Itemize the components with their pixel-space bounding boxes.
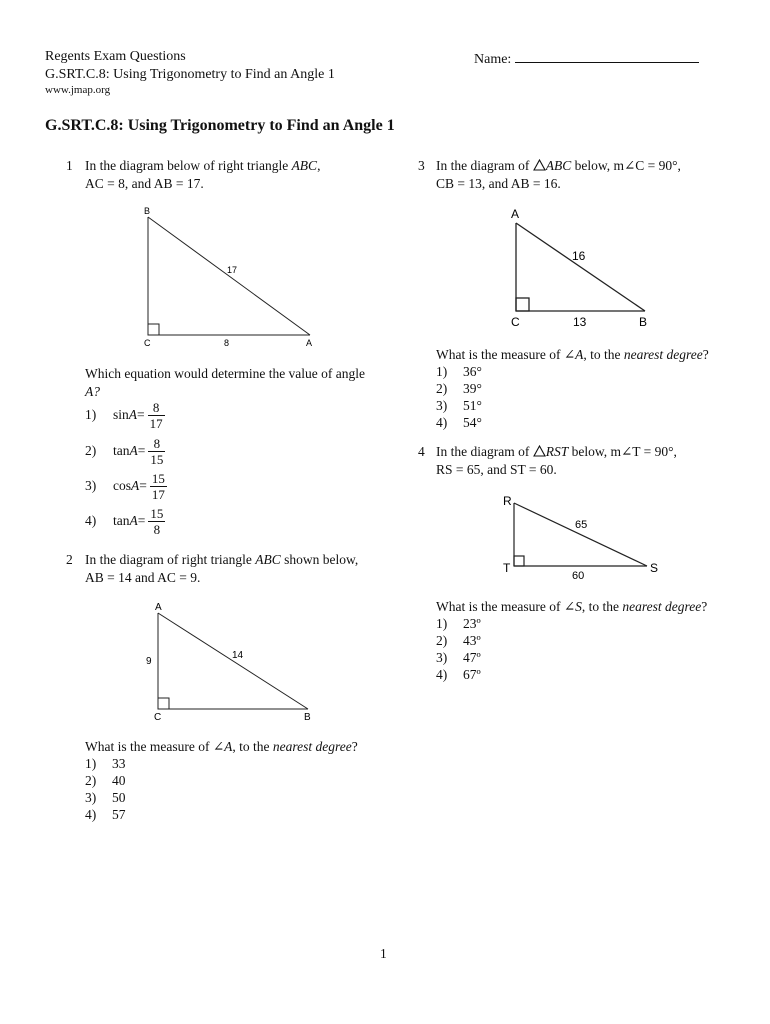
- question-2-prompt: What is the measure of ∠A, to the nearest degree?: [85, 739, 358, 754]
- answer-choice[interactable]: 1) 23º: [436, 616, 481, 631]
- header-topic: G.SRT.C.8: Using Trigonometry to Find an Angle 1: [45, 67, 335, 82]
- vertex-label: C: [144, 338, 151, 348]
- side-ab: [158, 613, 308, 709]
- name-label: Name:: [474, 52, 512, 67]
- right-angle-mark: [158, 698, 169, 709]
- answer-choice[interactable]: 1) sin A = $\frac{8}{17}$: [85, 399, 163, 431]
- side-ab: [516, 223, 645, 311]
- question-1-stem: In the diagram below of right triangle ABC, AC = 8, and AB = 17.: [85, 158, 321, 191]
- question-3-prompt: What is the measure of ∠A, to the nearest degree?: [436, 347, 709, 362]
- side-label: 8: [224, 338, 230, 348]
- question-3-stem: In the diagram of ABC below, m∠C = 90°, CB = 13, and AB = 16.: [436, 158, 681, 191]
- question-2-diagram: [145, 598, 325, 728]
- question-3-number: 3: [418, 158, 425, 173]
- vertex-label: A: [511, 207, 520, 221]
- vertex-label: A: [306, 338, 313, 348]
- vertex-label: B: [639, 315, 648, 329]
- question-2-stem: In the diagram of right triangle ABC shown below, AB = 14 and AC = 9.: [85, 552, 359, 585]
- page-title: G.SRT.C.8: Using Trigonometry to Find an Angle 1: [45, 117, 395, 134]
- question-2-given: AB = 14 and AC = 9.: [85, 570, 201, 585]
- answer-choice[interactable]: 2) tan A = $\frac{8}{15}$: [85, 435, 164, 467]
- question-4-number: 4: [418, 444, 425, 459]
- vertex-label: C: [154, 712, 162, 723]
- question-1-number: 1: [66, 158, 73, 173]
- answer-choice[interactable]: 4) 67º: [436, 667, 481, 682]
- answer-choice[interactable]: 2) 43º: [436, 633, 481, 648]
- header-site: www.jmap.org: [45, 84, 111, 96]
- name-blank[interactable]: [515, 48, 699, 63]
- vertex-label: S: [650, 561, 659, 575]
- vertex-label: B: [304, 712, 311, 723]
- triangle-abc: [148, 217, 310, 335]
- right-angle-mark: [148, 324, 159, 335]
- question-4-diagram: [500, 490, 670, 585]
- question-4-prompt: What is the measure of ∠S, to the nearest degree?: [436, 599, 708, 614]
- side-label: 65: [575, 519, 588, 531]
- answer-choice[interactable]: 1) 36°: [436, 364, 482, 379]
- answer-choice[interactable]: 2) 39°: [436, 381, 482, 396]
- side-label: 14: [232, 650, 244, 661]
- answer-choice[interactable]: 4) 57: [85, 807, 126, 822]
- question-3-given: CB = 13, and AB = 16.: [436, 176, 561, 191]
- question-1-given: AC = 8, and AB = 17.: [85, 176, 204, 191]
- side-label: 9: [146, 656, 152, 667]
- answer-choice[interactable]: 2) 40: [85, 773, 126, 788]
- side-rs: [514, 503, 647, 566]
- answer-choice[interactable]: 4) 54°: [436, 415, 482, 430]
- side-label: 13: [573, 315, 587, 329]
- page-number: 1: [380, 946, 387, 961]
- question-1-prompt: Which equation would determine the value of angle A?: [85, 366, 366, 399]
- triangle-icon: [533, 445, 546, 457]
- side-label: 17: [227, 265, 238, 275]
- vertex-label: B: [144, 206, 151, 216]
- question-4-stem: In the diagram of RST below, m∠T = 90°, RS = 65, and ST = 60.: [436, 444, 677, 477]
- side-label: 16: [572, 249, 586, 263]
- right-angle-mark: [514, 556, 524, 566]
- answer-choice[interactable]: 3) cos A = $\frac{15}{17}$: [85, 470, 165, 502]
- triangle-icon: [533, 159, 546, 171]
- side-label: 60: [572, 570, 585, 582]
- question-4-given: RS = 65, and ST = 60.: [436, 462, 557, 477]
- name-field[interactable]: [474, 48, 699, 68]
- answer-choice[interactable]: 3) 47º: [436, 650, 481, 665]
- vertex-label: T: [503, 561, 511, 575]
- answer-choice[interactable]: 3) 51°: [436, 398, 482, 413]
- question-3-diagram: [505, 205, 655, 330]
- header-course: Regents Exam Questions: [45, 49, 186, 64]
- answer-choice[interactable]: 4) tan A = $\frac{15}{8}$: [85, 505, 164, 537]
- question-2-number: 2: [66, 552, 73, 567]
- answer-choice[interactable]: 3) 50: [85, 790, 126, 805]
- side-ab: [148, 217, 310, 335]
- right-angle-mark: [516, 298, 529, 311]
- vertex-label: C: [511, 315, 520, 329]
- question-1-diagram: [140, 203, 330, 353]
- vertex-label: R: [503, 494, 512, 508]
- vertex-label: A: [155, 602, 162, 613]
- answer-choice[interactable]: 1) 33: [85, 756, 126, 771]
